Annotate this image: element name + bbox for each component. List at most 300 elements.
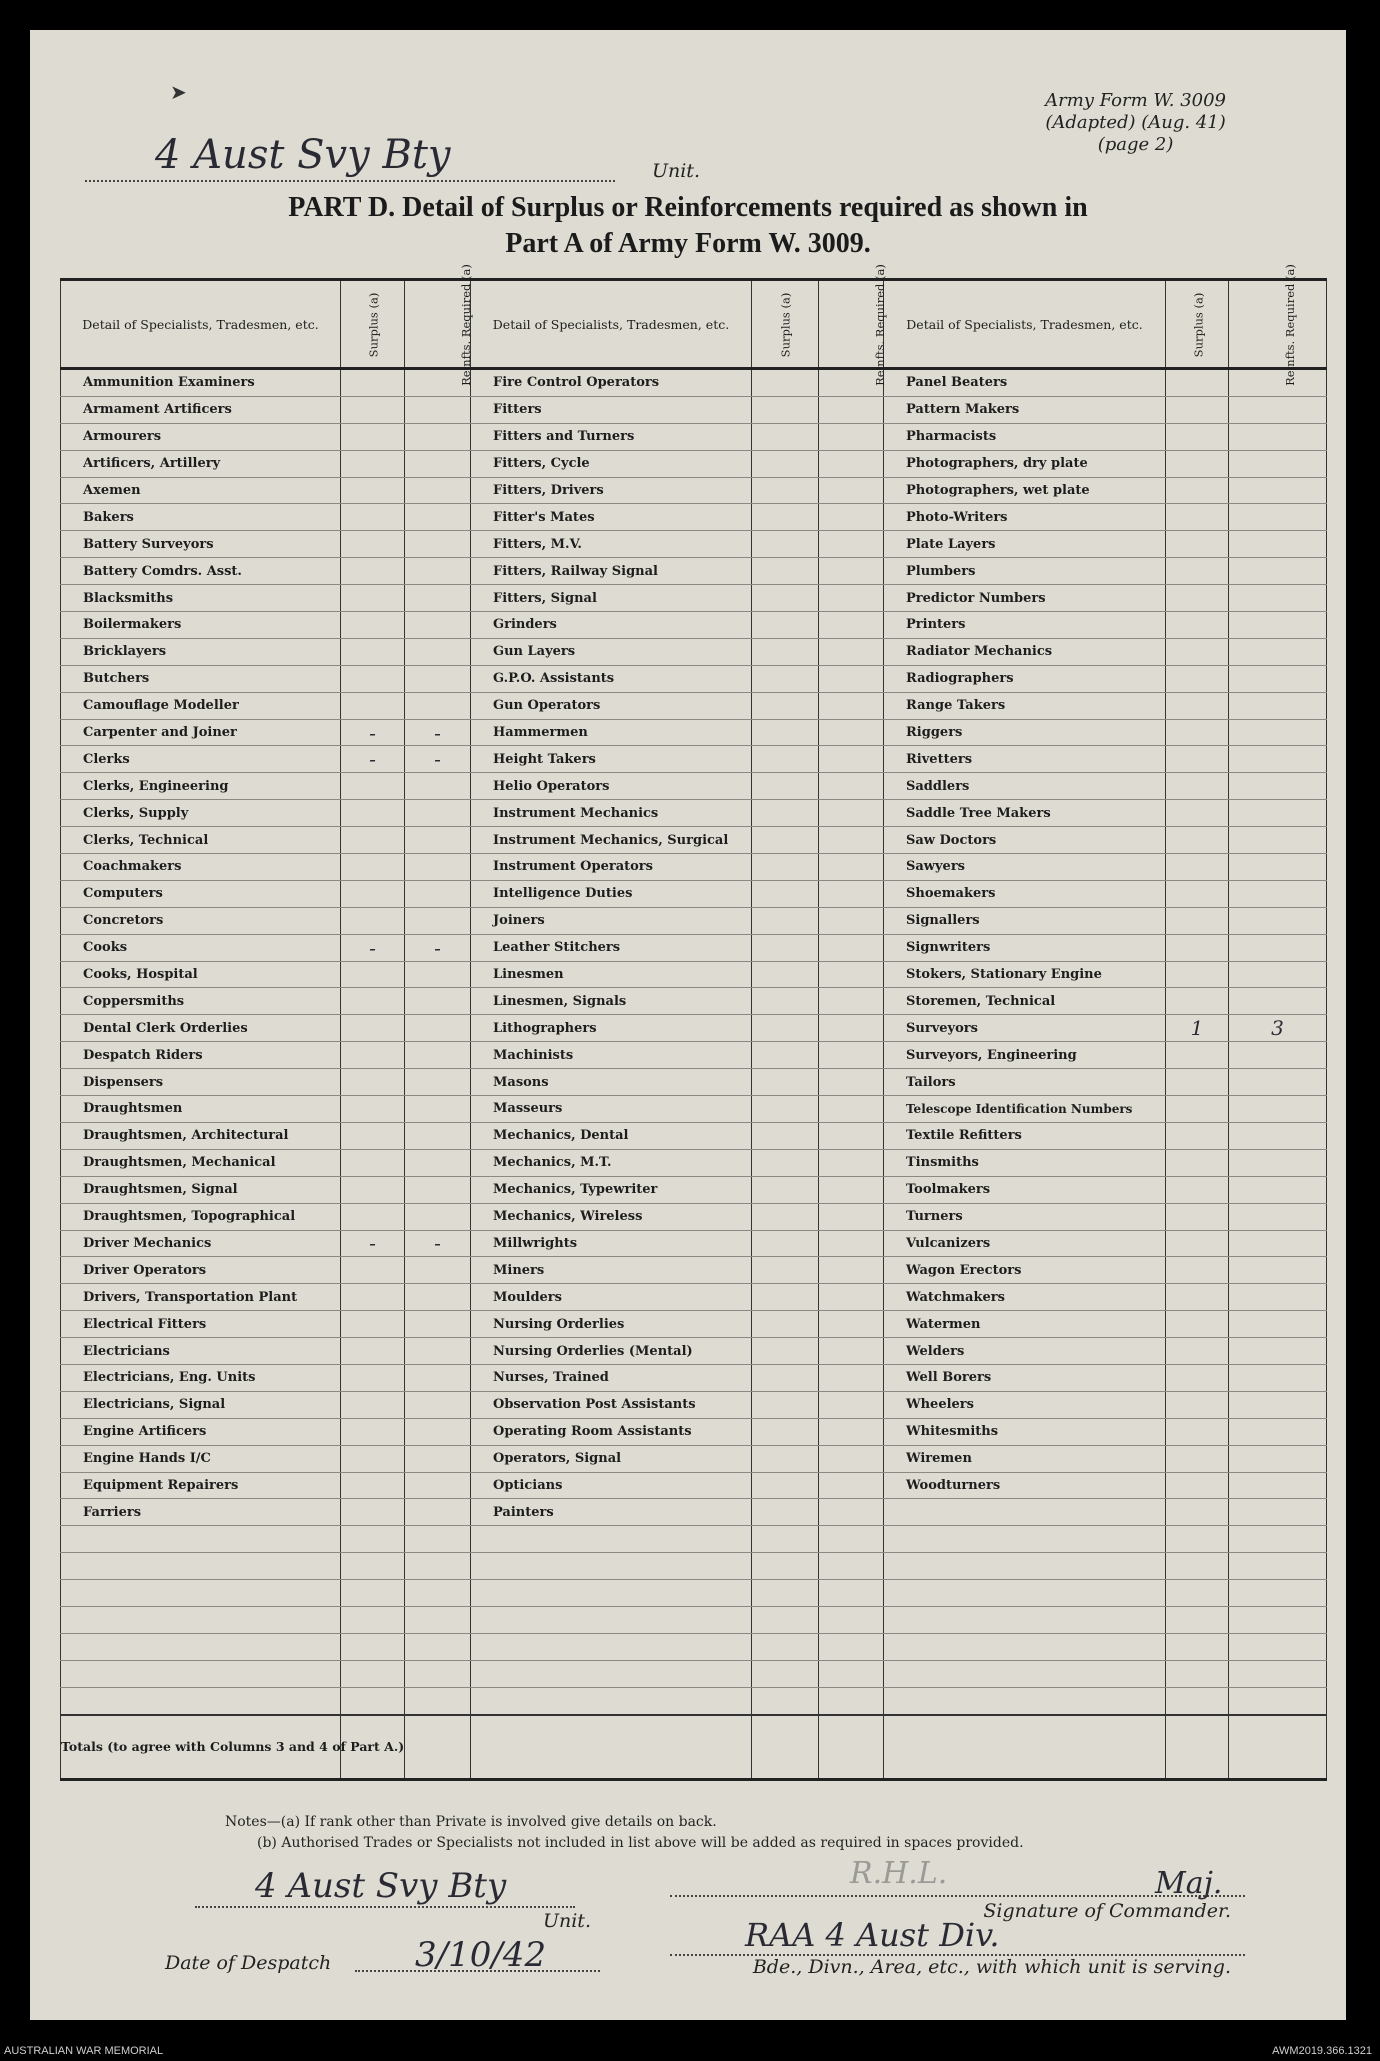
blank-name	[471, 1580, 752, 1607]
reinfts-cell	[819, 585, 884, 612]
specialist-name: Telescope Identification Numbers	[884, 1096, 1166, 1123]
surplus-cell	[341, 1472, 405, 1499]
specialist-name: Electrical Fitters	[61, 1311, 341, 1338]
blank-name	[471, 1606, 752, 1633]
blank-name	[61, 1580, 341, 1607]
unit-handwritten-bottom: 4 Aust Svy Bty	[255, 1866, 507, 1906]
surplus-cell	[341, 638, 405, 665]
specialist-name: Whitesmiths	[884, 1418, 1166, 1445]
blank-name	[61, 1526, 341, 1553]
specialist-name: Engine Hands I/C	[61, 1445, 341, 1472]
specialist-name: Intelligence Duties	[471, 880, 752, 907]
surplus-cell	[341, 612, 405, 639]
surplus-cell	[752, 1311, 819, 1338]
specialist-name: Pharmacists	[884, 423, 1166, 450]
specialist-name: Predictor Numbers	[884, 585, 1166, 612]
form-page	[30, 30, 1346, 2020]
specialist-name: Shoemakers	[884, 880, 1166, 907]
blank-reinfts	[405, 1526, 471, 1553]
surplus-cell	[341, 1391, 405, 1418]
specialist-name: Cooks	[61, 934, 341, 961]
surplus-cell	[752, 585, 819, 612]
reinfts-cell: -	[405, 934, 471, 961]
blank-name	[884, 1526, 1166, 1553]
blank-name	[61, 1553, 341, 1580]
reinfts-cell	[405, 1284, 471, 1311]
surplus-cell: -	[341, 719, 405, 746]
reinfts-cell	[405, 585, 471, 612]
reinfts-cell	[819, 477, 884, 504]
specialist-name: Printers	[884, 612, 1166, 639]
specialist-name: Mechanics, Dental	[471, 1122, 752, 1149]
table-row	[61, 961, 1327, 988]
specialist-name: Plumbers	[884, 558, 1166, 585]
specialist-name: Gun Layers	[471, 638, 752, 665]
reinfts-cell	[819, 1230, 884, 1257]
signature-rank: Maj.	[1155, 1866, 1223, 1901]
blank-reinfts	[819, 1633, 884, 1660]
surplus-cell	[752, 1284, 819, 1311]
surplus-cell	[341, 477, 405, 504]
blank-surplus	[341, 1660, 405, 1687]
blank-name	[884, 1660, 1166, 1687]
reinfts-cell	[1229, 1176, 1327, 1203]
specialist-name: Gun Operators	[471, 692, 752, 719]
table-row	[61, 1499, 1327, 1526]
surplus-cell	[341, 1069, 405, 1096]
reinfts-cell	[819, 1122, 884, 1149]
reinfts-cell	[405, 1176, 471, 1203]
surplus-cell	[752, 719, 819, 746]
specialist-name: Dispensers	[61, 1069, 341, 1096]
specialist-name: Hammermen	[471, 719, 752, 746]
specialist-name: Butchers	[61, 665, 341, 692]
blank-surplus	[1166, 1553, 1229, 1580]
table-row	[61, 638, 1327, 665]
table-row	[61, 1687, 1327, 1714]
table-row	[61, 1015, 1327, 1042]
specialist-name: Carpenter and Joiner	[61, 719, 341, 746]
specialist-name: Driver Operators	[61, 1257, 341, 1284]
surplus-cell	[1166, 585, 1229, 612]
surplus-cell	[1166, 531, 1229, 558]
surplus-cell	[752, 773, 819, 800]
surplus-cell	[752, 746, 819, 773]
reinfts-cell	[819, 1418, 884, 1445]
reinfts-cell	[819, 1445, 884, 1472]
reinfts-cell	[819, 719, 884, 746]
specialist-name: Armament Artificers	[61, 396, 341, 423]
surplus-cell	[1166, 934, 1229, 961]
reinfts-cell	[819, 558, 884, 585]
specialist-name: Instrument Mechanics	[471, 800, 752, 827]
surplus-cell	[752, 1042, 819, 1069]
reinfts-header: Reinfts. Required (a)	[405, 280, 471, 369]
table-row	[61, 1391, 1327, 1418]
specialist-name: Stokers, Stationary Engine	[884, 961, 1166, 988]
table-row	[61, 1122, 1327, 1149]
surplus-cell	[752, 1015, 819, 1042]
reinfts-cell	[819, 531, 884, 558]
reinfts-cell	[819, 423, 884, 450]
table-row	[61, 477, 1327, 504]
surplus-cell	[752, 665, 819, 692]
specialist-name: Nursing Orderlies	[471, 1311, 752, 1338]
specialist-name: Clerks, Engineering	[61, 773, 341, 800]
specialist-name: Fire Control Operators	[471, 369, 752, 397]
surplus-cell	[341, 1418, 405, 1445]
surplus-cell	[752, 423, 819, 450]
specialist-name: Fitter's Mates	[471, 504, 752, 531]
table-row	[61, 1364, 1327, 1391]
reinfts-cell	[819, 1149, 884, 1176]
reinfts-cell	[405, 1149, 471, 1176]
specialist-name: Painters	[471, 1499, 752, 1526]
surplus-cell	[752, 1472, 819, 1499]
reinfts-cell	[405, 531, 471, 558]
specialist-name: Electricians, Signal	[61, 1391, 341, 1418]
table-row	[61, 1069, 1327, 1096]
blank-surplus	[752, 1660, 819, 1687]
surplus-cell	[341, 531, 405, 558]
reinfts-cell	[405, 1472, 471, 1499]
surplus-cell	[1166, 612, 1229, 639]
surplus-cell: 1	[1166, 1015, 1229, 1042]
blank-name	[884, 1687, 1166, 1714]
table-row	[61, 854, 1327, 881]
specialist-name: Computers	[61, 880, 341, 907]
reinfts-cell	[405, 1338, 471, 1365]
reinfts-cell	[1229, 854, 1327, 881]
specialist-name: Millwrights	[471, 1230, 752, 1257]
specialist-name: Instrument Mechanics, Surgical	[471, 827, 752, 854]
reinfts-cell	[819, 746, 884, 773]
surplus-cell	[341, 907, 405, 934]
surplus-cell	[1166, 800, 1229, 827]
surplus-cell	[341, 800, 405, 827]
reinfts-cell	[405, 396, 471, 423]
specialist-name: Coppersmiths	[61, 988, 341, 1015]
specialist-name: Turners	[884, 1203, 1166, 1230]
surplus-cell	[341, 773, 405, 800]
blank-name	[61, 1660, 341, 1687]
reinfts-cell	[1229, 773, 1327, 800]
specialist-name: Dental Clerk Orderlies	[61, 1015, 341, 1042]
table-row	[61, 1418, 1327, 1445]
surplus-cell	[1166, 1472, 1229, 1499]
reinfts-cell	[819, 665, 884, 692]
table-row	[61, 800, 1327, 827]
specialist-name: Electricians, Eng. Units	[61, 1364, 341, 1391]
reinfts-cell	[405, 665, 471, 692]
specialist-name: Textile Refitters	[884, 1122, 1166, 1149]
specialist-name: Camouflage Modeller	[61, 692, 341, 719]
specialist-name: Watermen	[884, 1311, 1166, 1338]
reinfts-cell	[819, 1338, 884, 1365]
specialist-name: Miners	[471, 1257, 752, 1284]
totals-cell	[1229, 1715, 1327, 1780]
reinfts-cell	[405, 558, 471, 585]
detail-header: Detail of Specialists, Tradesmen, etc.	[884, 280, 1166, 369]
surplus-cell	[752, 854, 819, 881]
surplus-cell	[341, 504, 405, 531]
unit-label: Unit.	[651, 160, 700, 182]
surplus-cell	[341, 423, 405, 450]
totals-cell	[819, 1715, 884, 1780]
surplus-cell	[1166, 1069, 1229, 1096]
reinfts-cell	[405, 988, 471, 1015]
table-row	[61, 1284, 1327, 1311]
table-row	[61, 1203, 1327, 1230]
reinfts-cell	[819, 1499, 884, 1526]
surplus-cell	[1166, 1176, 1229, 1203]
surplus-cell	[341, 450, 405, 477]
surplus-cell	[1166, 1445, 1229, 1472]
specialist-name: Saddle Tree Makers	[884, 800, 1166, 827]
blank-reinfts	[1229, 1606, 1327, 1633]
reinfts-cell	[1229, 638, 1327, 665]
bde-label: Bde., Divn., Area, etc., with which unit is serving.	[752, 1956, 1231, 1978]
specialist-name: Armourers	[61, 423, 341, 450]
detail-header: Detail of Specialists, Tradesmen, etc.	[471, 280, 752, 369]
blank-name	[884, 1499, 1166, 1526]
detail-header: Detail of Specialists, Tradesmen, etc.	[61, 280, 341, 369]
archive-credit: AUSTRALIAN WAR MEMORIAL	[4, 2045, 164, 2057]
surplus-cell	[1166, 1391, 1229, 1418]
surplus-cell	[752, 558, 819, 585]
reinfts-cell	[1229, 450, 1327, 477]
totals-cell	[752, 1715, 819, 1780]
reinfts-cell	[819, 854, 884, 881]
table-row	[61, 692, 1327, 719]
blank-surplus	[752, 1606, 819, 1633]
specialist-name: Draughtsmen, Mechanical	[61, 1149, 341, 1176]
specialist-name: Nursing Orderlies (Mental)	[471, 1338, 752, 1365]
totals-cell	[1166, 1715, 1229, 1780]
reinfts-cell	[405, 773, 471, 800]
surplus-cell	[341, 1364, 405, 1391]
surplus-cell	[1166, 504, 1229, 531]
blank-reinfts	[819, 1553, 884, 1580]
surplus-cell	[752, 450, 819, 477]
reinfts-cell	[405, 1069, 471, 1096]
surplus-cell	[1166, 1364, 1229, 1391]
punch-mark: ➤	[170, 80, 187, 104]
surplus-cell: -	[341, 746, 405, 773]
surplus-cell	[752, 531, 819, 558]
blank-reinfts	[819, 1526, 884, 1553]
specialist-name: Concretors	[61, 907, 341, 934]
reinfts-cell: -	[405, 719, 471, 746]
reinfts-cell	[819, 800, 884, 827]
reinfts-cell	[1229, 1122, 1327, 1149]
date-label: Date of Despatch	[165, 1952, 332, 1974]
specialist-name: Radiographers	[884, 665, 1166, 692]
reinfts-cell	[819, 504, 884, 531]
reinfts-cell	[819, 1311, 884, 1338]
table-row	[61, 1338, 1327, 1365]
reinfts-cell	[819, 396, 884, 423]
surplus-cell	[1166, 827, 1229, 854]
table-row	[61, 1149, 1327, 1176]
specialist-name: Linesmen, Signals	[471, 988, 752, 1015]
table-row	[61, 988, 1327, 1015]
blank-name	[61, 1633, 341, 1660]
reinfts-cell	[405, 1096, 471, 1123]
reinfts-cell	[1229, 585, 1327, 612]
surplus-cell	[341, 1176, 405, 1203]
specialist-name: Tailors	[884, 1069, 1166, 1096]
surplus-cell	[341, 1445, 405, 1472]
surplus-cell	[752, 827, 819, 854]
reinfts-cell	[405, 854, 471, 881]
surplus-cell	[1166, 1311, 1229, 1338]
table-row	[61, 1311, 1327, 1338]
specialist-name: Signallers	[884, 907, 1166, 934]
surplus-cell	[341, 1122, 405, 1149]
blank-reinfts	[405, 1687, 471, 1714]
totals-cell	[471, 1715, 752, 1780]
surplus-cell	[752, 504, 819, 531]
blank-reinfts	[405, 1633, 471, 1660]
reinfts-cell	[1229, 1042, 1327, 1069]
reinfts-cell	[405, 1015, 471, 1042]
reinfts-cell	[1229, 934, 1327, 961]
specialist-name: Height Takers	[471, 746, 752, 773]
specialist-name: Engine Artificers	[61, 1418, 341, 1445]
specialist-name: Operators, Signal	[471, 1445, 752, 1472]
note-b: (b) Authorised Trades or Specialists not included in list above will be added as required in spaces provided.	[257, 1835, 1024, 1851]
reinfts-cell	[819, 638, 884, 665]
surplus-cell	[341, 558, 405, 585]
reinfts-cell	[1229, 988, 1327, 1015]
table-row	[61, 450, 1327, 477]
surplus-cell	[1166, 1122, 1229, 1149]
reinfts-cell	[819, 988, 884, 1015]
table-row	[61, 1257, 1327, 1284]
reinfts-cell	[405, 1122, 471, 1149]
reinfts-cell	[819, 1257, 884, 1284]
blank-name	[471, 1633, 752, 1660]
surplus-cell	[1166, 638, 1229, 665]
specialist-name: Drivers, Transportation Plant	[61, 1284, 341, 1311]
form-id-line: (page 2)	[1097, 134, 1174, 155]
reinfts-cell	[1229, 907, 1327, 934]
table-row	[61, 396, 1327, 423]
reinfts-cell	[819, 612, 884, 639]
reinfts-cell	[1229, 1257, 1327, 1284]
specialist-name: Draughtsmen, Architectural	[61, 1122, 341, 1149]
specialist-name: Riggers	[884, 719, 1166, 746]
reinfts-cell	[405, 477, 471, 504]
surplus-cell	[752, 988, 819, 1015]
surplus-cell	[752, 1122, 819, 1149]
surplus-cell	[341, 1284, 405, 1311]
reinfts-cell	[1229, 800, 1327, 827]
table-row	[61, 665, 1327, 692]
specialist-name: Nurses, Trained	[471, 1364, 752, 1391]
specialist-name: Storemen, Technical	[884, 988, 1166, 1015]
reinfts-header: Reinfts. Required (a)	[1229, 280, 1327, 369]
reinfts-cell	[405, 612, 471, 639]
surplus-cell	[752, 612, 819, 639]
reinfts-cell	[819, 1096, 884, 1123]
specialist-name: Pattern Makers	[884, 396, 1166, 423]
blank-surplus	[1166, 1687, 1229, 1714]
specialist-name: Surveyors, Engineering	[884, 1042, 1166, 1069]
specialist-name: Rivetters	[884, 746, 1166, 773]
table-row	[61, 1176, 1327, 1203]
specialist-name: Linesmen	[471, 961, 752, 988]
blank-reinfts	[819, 1580, 884, 1607]
specialist-name: Photo-Writers	[884, 504, 1166, 531]
specialist-name: Draughtsmen	[61, 1096, 341, 1123]
surplus-cell	[752, 1445, 819, 1472]
blank-reinfts	[1229, 1687, 1327, 1714]
surplus-cell: -	[341, 934, 405, 961]
surplus-cell	[752, 961, 819, 988]
reinfts-header: Reinfts. Required (a)	[819, 280, 884, 369]
surplus-cell	[752, 692, 819, 719]
specialist-name: Clerks, Supply	[61, 800, 341, 827]
signature-label: Signature of Commander.	[983, 1900, 1231, 1922]
reinfts-cell	[1229, 1069, 1327, 1096]
blank-reinfts	[405, 1660, 471, 1687]
surplus-cell	[1166, 1149, 1229, 1176]
specialist-name: Blacksmiths	[61, 585, 341, 612]
reinfts-cell	[1229, 396, 1327, 423]
reinfts-cell: -	[405, 1230, 471, 1257]
reinfts-cell	[819, 773, 884, 800]
reinfts-cell	[405, 423, 471, 450]
surplus-cell	[752, 369, 819, 397]
specialist-name: Photographers, dry plate	[884, 450, 1166, 477]
surplus-cell	[752, 907, 819, 934]
surplus-cell	[341, 692, 405, 719]
specialist-name: Machinists	[471, 1042, 752, 1069]
reinfts-cell	[405, 907, 471, 934]
totals-cell	[405, 1715, 471, 1780]
blank-surplus	[752, 1580, 819, 1607]
date-value: 3/10/42	[415, 1935, 547, 1975]
specialist-name: Boilermakers	[61, 612, 341, 639]
specialist-name: Joiners	[471, 907, 752, 934]
blank-reinfts	[819, 1687, 884, 1714]
surplus-cell	[341, 369, 405, 397]
specialist-name: Bakers	[61, 504, 341, 531]
surplus-header: Surplus (a)	[752, 280, 819, 369]
surplus-cell	[752, 1230, 819, 1257]
blank-reinfts	[819, 1606, 884, 1633]
reinfts-cell	[1229, 369, 1327, 397]
specialist-name: Opticians	[471, 1472, 752, 1499]
surplus-cell	[1166, 423, 1229, 450]
reinfts-cell	[1229, 1096, 1327, 1123]
specialist-name: Lithographers	[471, 1015, 752, 1042]
reinfts-cell	[1229, 1230, 1327, 1257]
table-row	[61, 1660, 1327, 1687]
reinfts-cell	[819, 1364, 884, 1391]
note-a: Notes—(a) If rank other than Private is involved give details on back.	[225, 1814, 717, 1830]
specialist-name: Cooks, Hospital	[61, 961, 341, 988]
blank-reinfts	[405, 1553, 471, 1580]
surplus-cell	[1166, 1338, 1229, 1365]
table-row	[61, 423, 1327, 450]
specialist-name: Panel Beaters	[884, 369, 1166, 397]
surplus-cell	[1166, 854, 1229, 881]
reinfts-cell	[1229, 504, 1327, 531]
reinfts-cell	[1229, 477, 1327, 504]
